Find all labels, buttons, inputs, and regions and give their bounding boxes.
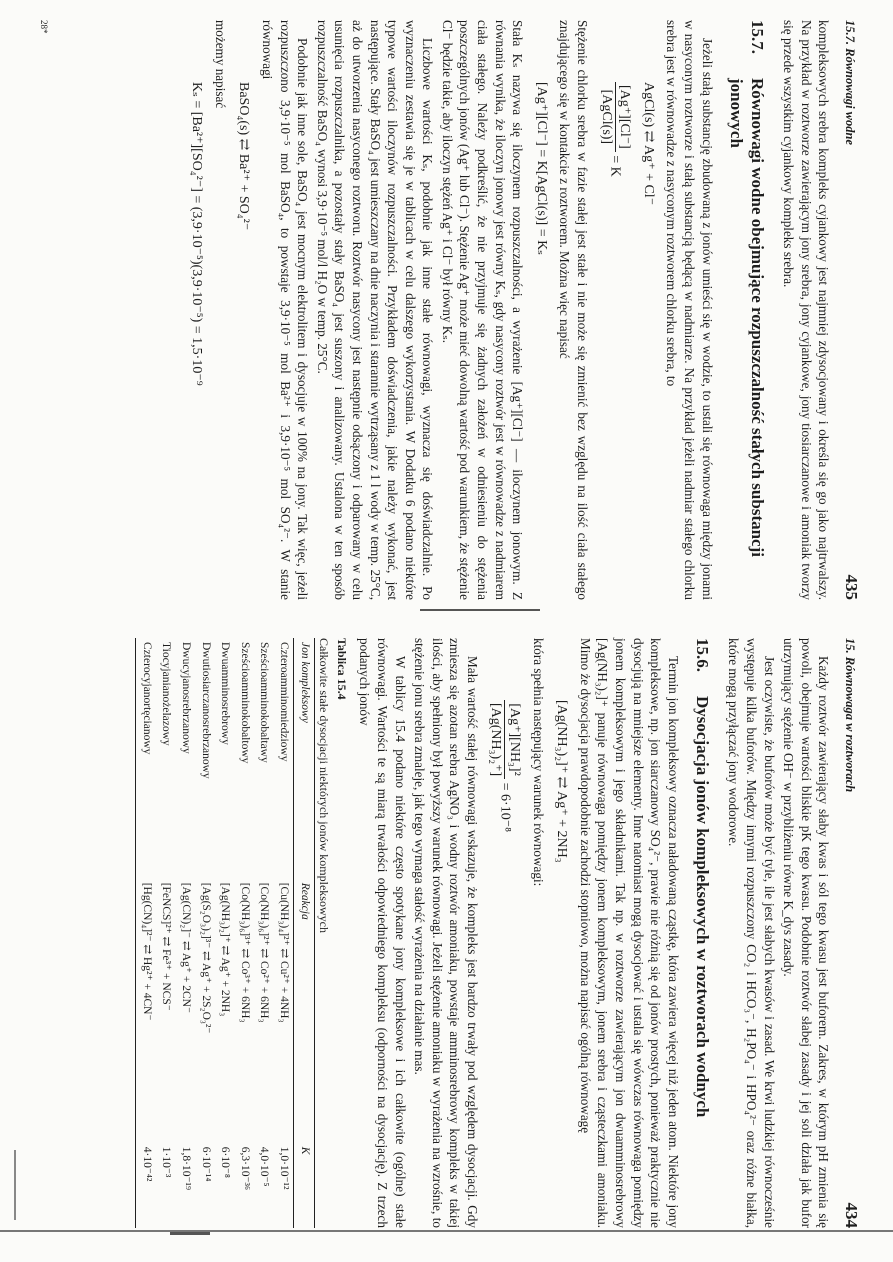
table-cell: Dwutiosiarczanosrebrzanowy <box>199 642 212 779</box>
equation-rhs: = K <box>607 155 623 177</box>
table-cell: Sześcioamminokobaltawy <box>258 642 271 763</box>
table-row <box>215 638 235 1228</box>
table-cell: 6·10⁻¹⁴ <box>199 1146 212 1182</box>
section-heading <box>726 20 768 600</box>
column-header: K <box>293 1143 314 1228</box>
table-cell: 1,0·10⁻¹² <box>277 1146 290 1190</box>
table-caption <box>315 638 350 1228</box>
section-title: Równowagi wodne obejmujące rozpuszczalność stałych substancji jonowych <box>726 78 767 557</box>
table-cell: [Ag(S₂O₃)₂]³⁻ ⇄ Ag⁺ + 2S₂O₃²⁻ <box>199 882 212 1034</box>
section-title: Dysocjacja jonów kompleksowych w roztworach wodnych <box>692 696 712 1118</box>
paragraph: Termin jon kompleksowy oznacza naładowaną cząstkę, która zawiera więcej niż jeden atom. Niektóre jony kompleksowe, np. jon siarczanowy SO₄²⁻, prawie nie różnią się od jonów prostych, ponieważ praktycznie nie dysocjują na mniejsze elementy. Inne natomiast mogą dysocjować i ustala się wówczas równowaga pomiędzy jonem kompleksowym i jego składnikami. Tak np. w roztworze zawierającym jon dwuamminosrebrowy [Ag(NH₃)₂]⁺ panuje równowaga pomiędzy jonem kompleksowym, jonem srebra i cząsteczkami amoniaku. Mimo że dysocjacja prawdopodobnie zachodzi stopniowo, można napisać ogólną równowagę <box>577 638 681 1228</box>
table-row <box>136 638 156 1228</box>
equation: Kₛ = [Ba²⁺][SO₄²⁻] = (3,9·10⁻⁵)(3,9·10⁻⁵) = 1,5·10⁻⁹ <box>189 82 205 386</box>
table-header-row <box>293 638 314 1228</box>
fraction-numerator: [Ag⁺][NH₃]² <box>505 700 524 779</box>
page-435 <box>30 20 860 600</box>
section-heading <box>692 638 713 1228</box>
table-row <box>195 638 215 1228</box>
equilibrium-expression <box>597 82 633 600</box>
table-cell: 6·10⁻⁸ <box>219 1146 232 1178</box>
equation: [Ag(NH₃)₂]⁺ ⇄ Ag⁺ + 2NH₃ <box>554 700 570 863</box>
table-caption-text: Całkowite stałe dysocjacji niektórych jonów kompleksowych <box>317 638 332 933</box>
table-cell: [Co(NH₃)₆]²⁺ ⇄ Co²⁺ + 6NH₃ <box>258 882 271 1023</box>
page-number: 434 <box>842 1202 861 1228</box>
table-row <box>175 638 195 1228</box>
table-row <box>234 638 254 1228</box>
running-head-title: 15.7. Równowagi wodne <box>843 20 857 146</box>
running-head <box>840 20 860 600</box>
fraction-denominator: [AgCl(s)] <box>598 89 614 145</box>
equation: [Ag⁺][Cl⁻] = K[AgCl(s)] = Kₛ <box>533 82 549 255</box>
table-cell: Tiocyjanianożelazowy <box>160 642 173 746</box>
table-cell: 6,3·10⁻³⁶ <box>238 1146 251 1190</box>
table-cell: 4,0·10⁻⁵ <box>258 1146 271 1187</box>
column-header: Jon kompleksowy <box>293 638 314 879</box>
table-cell: Czterocyjanortęcianowy <box>136 638 156 879</box>
table-cell: [Ag(NH₃)₂]⁺ ⇄ Ag⁺ + 2NH₃ <box>219 882 232 1017</box>
book-fold-mark <box>420 609 540 611</box>
paragraph: Mała wartość stałej równowagi wskazuje, że kompleks jest bardzo trwały pod względem dysocjacji. Gdy zmiesza się azotan srebra AgNO₃ i wodny roztwór amoniaku, powstaje amminosrebrowy kompleks w takiej ilości, aby spełniony był powyższy warunek równowagi. Jeżeli stężenie amoniaku w wyrażenia na wzrośnie, to stężenie jonu srebra zmaleje, jak tego wymaga stałość wyrażenia na działanie mas. <box>412 638 480 1228</box>
paragraph: Jest oczywiste, że buforów może być tyle, ile jest słabych kwasów i zasad. We krwi ludzkiej równocześnie występuje kilka buforów. Między innymi rozpuszczony CO₂ i HCO₃⁻, H₂PO₄⁻ i HPO₄²⁻ oraz różne białka, które mogą przyłączać jony wodorowe. <box>726 638 777 1228</box>
table-row <box>254 638 274 1228</box>
table-cell: 4·10⁻⁴² <box>136 1143 156 1228</box>
paragraph: W tablicy 15.4 podano niektóre często spotykane jony kompleksowe i ich całkowite (ogólne) stałe równowagi. Wartości te są miarą trwałości odpowiedniego kompleksu (odporności na dysocjację). Z trzech podanych jonów <box>357 638 408 1228</box>
table-cell: [Co(NH₃)₆]³⁺ ⇄ Co³⁺ + 6NH₃ <box>238 882 251 1023</box>
paragraph: Jeżeli stałą substancję zbudowaną z jonów umieści się w wodzie, to ustali się równowaga między jonami w nasyconym roztworze i stałą substancją będącą w nadmiarze. Na przykład jeżeli nadmiar stałego chlorku srebra jest w równowadze z nasyconym roztworem chlorku srebra, to <box>664 20 715 600</box>
table-cell: [Ag(CN)₂]⁻ ⇄ Ag⁺ + 2CN⁻ <box>180 882 192 1014</box>
paragraph: Stężenie chlorku srebra w fazie stałej jest stałe i nie może się zmienić bez względu na ilość ciała stałego znajdującego się w kontakcie z roztworem. Można więc napisać <box>557 20 591 600</box>
section-number: 15.6. <box>692 638 712 672</box>
paragraph: Każdy roztwór zawierający słaby kwas i sól tego kwasu jest buforem. Zakres, w którym pH zmienia się powoli, obejmuje wartości bliskie pK tego kwasu. Podobnie roztwór słabej zasady i jej soli działa jak bufor utrzymujący stężenie OH⁻ w przybliżeniu równe K_dys zasady. <box>781 638 832 1228</box>
table-cell: Dwuamminosrebrowy <box>219 642 232 745</box>
column-header: Reakcja <box>293 879 314 1143</box>
signature-mark: 28* <box>38 20 49 34</box>
table-cell: Dwucyjanosrebrzanowy <box>180 642 192 754</box>
equation: AgCl(s) ⇄ Ag⁺ + Cl⁻ <box>640 82 656 206</box>
paragraph: kompleksowych srebra kompleks cyjankowy jest najmniej zdysocjowany i określa się go jako najtrwalszy. Na przykład w roztworze zawierającym jony srebra, jony cyjankowe, jony tiosiarczanowe i amoniak tworzy się przede wszystkim cyjankowy kompleks srebra. <box>781 20 832 600</box>
paragraph: możemy napisać <box>212 20 228 109</box>
section-number: 15.7. <box>747 20 767 54</box>
paragraph: Podobnie jak inne sole, BaSO₄ jest mocnym elektrolitem i dysocjuje w 100% na jony. Tak więc, jeżeli rozpuszczono 3,9·10⁻⁵ mol BaSO₄, to powstaje 3,9·10⁻⁵ mol Ba²⁺ i 3,9·10⁻⁵ mol SO₄²⁻. W stanie równowagi <box>259 20 311 600</box>
scan-artifact-line <box>14 1150 16 1220</box>
paragraph: która spełnia następujący warunek równowagi: <box>530 638 546 887</box>
table-cell: [Hg(CN)₄]²⁻ ⇄ Hg²⁺ + 4CN⁻ <box>136 879 156 1143</box>
table-label: Tablica 15.4 <box>334 638 349 700</box>
table-cell: Czteroamminomiedziowy <box>277 642 290 762</box>
table-row <box>156 638 176 1228</box>
equilibrium-expression <box>487 700 523 1228</box>
paragraph: Stała Kₛ nazywa się iloczynem rozpuszczalności, a wyrażenie [Ag⁺][Cl⁻] — iloczynem jonowym. Z równania wynika, że iloczyn jonowy jest równy Kₛ, gdy nasycony roztwór jest w równowadze z nadmiarem ciała stałego. Należy podkreślić, że nie przyjmuje się żadnych założeń w odniesieniu do stężenia poszczególnych jonów (Ag⁺ lub Cl⁻). Stężenie Ag⁺ może mieć dowolną wartość pod warunkiem, że stężenie Cl⁻ będzie takie, aby iloczyn stężeń Ag⁺ i Cl⁻ był równy Kₛ. <box>439 20 526 600</box>
table-cell: Sześcioamminokobaltowy <box>238 642 251 764</box>
fraction-denominator: [Ag(NH₃)₂⁺] <box>488 703 504 777</box>
equation: BaSO₄(s) ⇄ Ba²⁺ + SO₄²⁻ <box>236 82 252 231</box>
fraction <box>487 700 523 779</box>
table-cell: [FeNCS]²⁺ ⇄ Fe³⁺ + NCS⁻ <box>160 882 173 1011</box>
scan-bottom-edge <box>0 1230 893 1232</box>
table-row <box>273 638 293 1228</box>
running-head-title: 15. Równowaga w roztworach <box>843 638 857 793</box>
fraction-numerator: [Ag⁺][Cl⁻] <box>615 82 634 152</box>
page-number: 435 <box>842 574 861 600</box>
scan-artifact-mark <box>170 1232 210 1235</box>
page-434 <box>40 638 860 1228</box>
paragraph: Liczbowe wartości Kₛ, podobnie jak inne stałe równowagi, wyznacza się doświadczalnie. Po wyznaczeniu zestawia się je w tablicach w celu dalszego wykorzystania. W Dodatku 6 podano niektóre typowe wartości iloczynów rozpuszczalności. Przykładem doświadczenia, jakie należy wykonać, jest następujące. Stały BaSO₄ jest umieszczany na dnie naczynia i starannie wytrząsany z 1 l wody w temp. 25°C, aż do utworzenia nasyconego roztworu. Roztwór nasycony jest następnie odsączony i odparowany w celu usunięcia rozpuszczalnika, a pozostały stały BaSO₄ jest suszony i analizowany. Ustalona w ten sposób rozpuszczalność BaSO₄ wynosi 3,9·10⁻⁵ mol/l H₂O w temp. 25°C. <box>314 20 436 600</box>
fraction <box>597 82 633 152</box>
table-cell: 1·10⁻³ <box>160 1146 173 1178</box>
dissociation-table <box>135 638 314 1228</box>
table-cell: 1,8·10⁻¹⁹ <box>180 1146 192 1190</box>
equation-rhs: = 6·10⁻⁸ <box>497 782 513 832</box>
table-cell: [Cu(NH₃)₄]²⁺ ⇄ Cu²⁺ + 4NH₃ <box>277 882 290 1023</box>
running-head <box>840 638 860 1228</box>
